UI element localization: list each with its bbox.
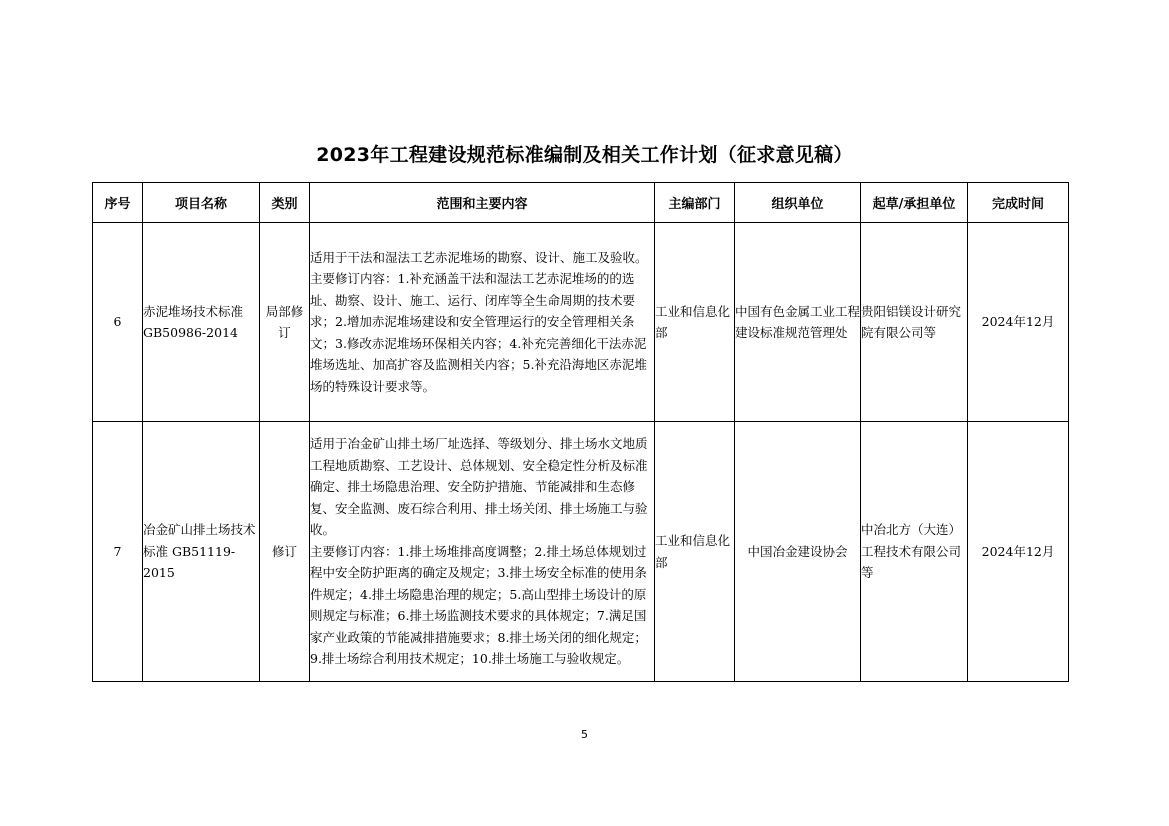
- header-drafter: 起草/承担单位: [861, 183, 968, 223]
- cell-deadline: 2024年12月: [968, 422, 1069, 682]
- cell-drafter: 中冶北方（大连）工程技术有限公司等: [861, 422, 968, 682]
- page-number: 5: [581, 728, 588, 741]
- header-project-name: 项目名称: [143, 183, 260, 223]
- header-index: 序号: [93, 183, 143, 223]
- cell-category: 局部修订: [260, 223, 310, 422]
- cell-drafter: 贵阳铝镁设计研究院有限公司等: [861, 223, 968, 422]
- cell-editor-dept: 工业和信息化部: [655, 223, 735, 422]
- cell-index: 7: [93, 422, 143, 682]
- header-editor-dept: 主编部门: [655, 183, 735, 223]
- document-title: 2023年工程建设规范标准编制及相关工作计划（征求意见稿）: [316, 144, 853, 166]
- cell-content: 适用于冶金矿山排土场厂址选择、等级划分、排土场水文地质工程地质勘察、工艺设计、总体规划、安全稳定性分析及标准确定、排土场隐患治理、安全防护措施、节能减排和生态修复、安全监测、废石综合利用、排土场关闭、排土场施工与验收。 主要修订内容：1.排土场堆排高度调整；2.排土场总体规划过程中安全防护距离的确定及规定；3.排土场安全标准的使用条件规定；4.排土场隐患治理的规定；5.高山型排土场设计的原则规定与标准；6.排土场监测技术要求的具体规定；7.满足国家产业政策的节能减排措施要求；8.排土场关闭的细化规定；9.排土场综合利用技术规定；10.排土场施工与验收规定。: [310, 422, 655, 682]
- cell-organizer: 中国有色金属工业工程建设标准规范管理处: [735, 223, 861, 422]
- table-row: [93, 223, 1069, 422]
- cell-content: 适用于干法和湿法工艺赤泥堆场的勘察、设计、施工及验收。 主要修订内容：1.补充涵盖干法和湿法工艺赤泥堆场的的选址、勘察、设计、施工、运行、闭库等全生命周期的技术要求；2.增加赤泥堆场建设和安全管理运行的安全管理相关条文；3.修改赤泥堆场环保相关内容；4.补充完善细化干法赤泥堆场选址、加高扩容及监测相关内容；5.补充沿海地区赤泥堆场的特殊设计要求等。: [310, 223, 655, 422]
- table-row: [93, 422, 1069, 682]
- cell-index: 6: [93, 223, 143, 422]
- header-content: 范围和主要内容: [310, 183, 655, 223]
- cell-category: 修订: [260, 422, 310, 682]
- header-organizer: 组织单位: [735, 183, 861, 223]
- table-header-row: [93, 183, 1069, 223]
- cell-editor-dept: 工业和信息化部: [655, 422, 735, 682]
- cell-organizer: 中国冶金建设协会: [735, 422, 861, 682]
- work-plan-table: [92, 182, 1069, 682]
- cell-project-name: 冶金矿山排土场技术标准 GB51119-2015: [143, 422, 260, 682]
- header-deadline: 完成时间: [968, 183, 1069, 223]
- cell-deadline: 2024年12月: [968, 223, 1069, 422]
- cell-project-name: 赤泥堆场技术标准 GB50986-2014: [143, 223, 260, 422]
- header-category: 类别: [260, 183, 310, 223]
